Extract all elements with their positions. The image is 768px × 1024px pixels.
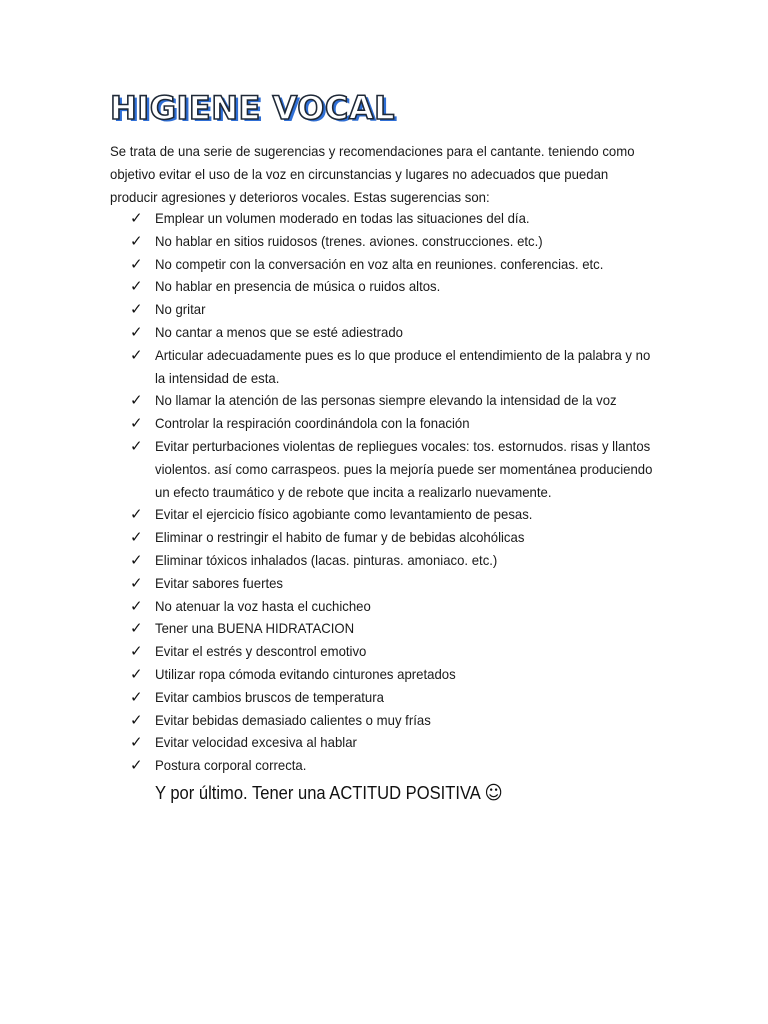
check-mark-icon: ✓ [130, 254, 143, 273]
list-item [130, 253, 670, 276]
list-item-text: Tener una BUENA HIDRATACION [155, 620, 355, 637]
list-item [130, 503, 670, 526]
check-mark-icon: ✓ [130, 687, 143, 706]
list-item [130, 435, 670, 503]
list-item-text: Evitar el estrés y descontrol emotivo [155, 643, 367, 660]
check-mark-icon: ✓ [130, 642, 143, 661]
list-item-text: Utilizar ropa cómoda evitando cinturones apretados [155, 665, 456, 682]
check-mark-icon: ✓ [130, 710, 143, 729]
check-mark-icon: ✓ [130, 209, 143, 227]
list-item [130, 549, 670, 572]
list-item-text: No cantar a menos que se esté adiestrado [155, 323, 403, 340]
list-item-text: Evitar sabores fuertes [155, 574, 284, 591]
list-item [130, 731, 670, 754]
check-mark-icon: ✓ [130, 756, 143, 775]
check-mark-icon: ✓ [130, 345, 143, 364]
list-item [130, 298, 670, 321]
closing-line [155, 780, 503, 806]
list-item-text: No hablar en presencia de música o ruidos altos. [155, 278, 441, 295]
page-title: HIGIENE VOCAL [110, 89, 396, 127]
list-item [130, 389, 670, 412]
list-item-text: No gritar [155, 301, 206, 318]
list-item-text: Controlar la respiración coordinándola con la fonación [155, 415, 470, 432]
list-item-text: No hablar en sitios ruidosos (trenes. aviones. construcciones. etc.) [155, 232, 543, 249]
check-mark-icon: ✓ [130, 596, 143, 615]
list-item [130, 663, 670, 686]
list-item [130, 207, 670, 230]
list-item [130, 275, 670, 298]
list-item-text: Eliminar o restringir el habito de fumar y de bebidas alcohólicas [155, 529, 525, 546]
list-item [130, 686, 670, 709]
list-item [130, 321, 670, 344]
list-item-text: No atenuar la voz hasta el cuchicheo [155, 597, 371, 614]
intro-paragraph: Se trata de una serie de sugerencias y recomendaciones para el cantante. teniendo como objetivo evitar el uso de la voz en circunstancias y lugares no adecuados que puedan producir agresiones y deterioros vocales. Estas sugerencias son: [110, 143, 635, 205]
check-mark-icon: ✓ [130, 505, 143, 524]
check-mark-icon: ✓ [130, 619, 143, 638]
smiley-face-icon: ☺ [484, 782, 503, 804]
list-item-text: Evitar el ejercicio físico agobiante como levantamiento de pesas. [155, 506, 533, 523]
check-mark-icon: ✓ [130, 550, 143, 569]
check-mark-icon: ✓ [130, 391, 143, 410]
list-item-text: Postura corporal correcta. [155, 757, 307, 774]
list-item [130, 526, 670, 549]
check-mark-icon: ✓ [130, 322, 143, 341]
list-item-text: No llamar la atención de las personas siempre elevando la intensidad de la voz [155, 392, 617, 409]
check-mark-icon: ✓ [130, 733, 143, 752]
list-item [130, 595, 670, 618]
list-item [130, 572, 670, 595]
list-item-text: No competir con la conversación en voz alta en reuniones. conferencias. etc. [155, 255, 604, 272]
check-mark-icon: ✓ [130, 277, 143, 296]
check-mark-icon: ✓ [130, 436, 143, 455]
list-item-text: Evitar cambios bruscos de temperatura [155, 688, 384, 705]
list-item [130, 230, 670, 253]
list-item-text: Emplear un volumen moderado en todas las situaciones del día. [155, 210, 530, 226]
list-item-text: Evitar perturbaciones violentas de repliegues vocales: tos. estornudos. risas y llantos violentos. así como carraspeos. pues la mejoría puede ser momentánea produciendo un efecto traumático y de rebote que incita a realizarlo nuevamente. [155, 437, 653, 500]
check-mark-icon: ✓ [130, 664, 143, 683]
list-item [130, 344, 670, 390]
check-mark-icon: ✓ [130, 528, 143, 547]
check-mark-icon: ✓ [130, 231, 143, 250]
check-mark-icon: ✓ [130, 414, 143, 433]
recommendations-list [130, 207, 670, 777]
list-item-text: Evitar bebidas demasiado calientes o muy frías [155, 711, 431, 728]
list-item-text: Eliminar tóxicos inhalados (lacas. pinturas. amoniaco. etc.) [155, 551, 498, 568]
check-mark-icon: ✓ [130, 300, 143, 319]
list-item-text: Evitar velocidad excesiva al hablar [155, 734, 357, 751]
check-mark-icon: ✓ [130, 573, 143, 592]
closing-text: Y por último. Tener una ACTITUD POSITIVA [155, 783, 481, 803]
list-item [130, 640, 670, 663]
list-item [130, 412, 670, 435]
list-item [130, 617, 670, 640]
list-item-text: Articular adecuadamente pues es lo que produce el entendimiento de la palabra y no la intensidad de esta. [155, 346, 651, 386]
list-item [130, 709, 670, 732]
list-item [130, 754, 670, 777]
